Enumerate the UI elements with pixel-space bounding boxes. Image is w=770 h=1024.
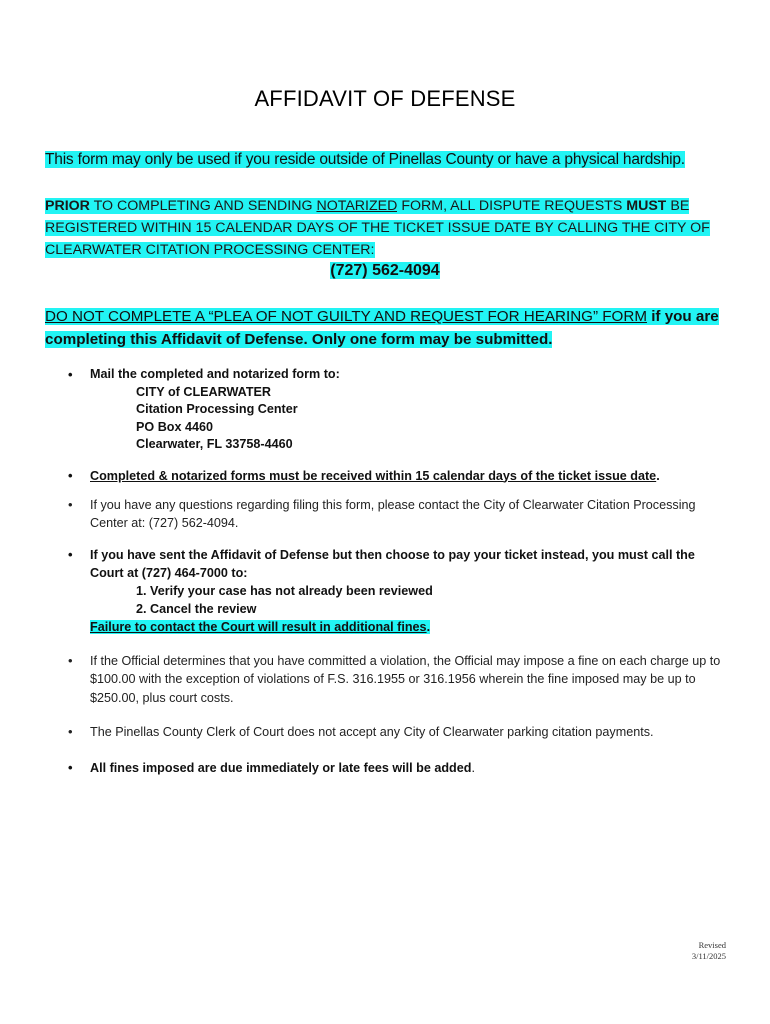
- citation-phone: [0, 262, 770, 280]
- list-item-questions: [68, 496, 728, 533]
- prior-text-1: TO COMPLETING AND SENDING: [89, 198, 317, 214]
- revision-note: [692, 940, 726, 962]
- prior-notice: [45, 195, 735, 261]
- hardship-notice: [45, 151, 735, 169]
- bullet-icon: •: [68, 759, 73, 775]
- list-item-mail: [68, 366, 728, 454]
- bullet-icon: •: [68, 652, 73, 668]
- citation-phone-number: (727) 562-4094: [330, 262, 440, 279]
- list-item-official: [68, 652, 728, 708]
- failure-warning: Failure to contact the Court will result in additional fines: [90, 619, 427, 634]
- bullet-icon: •: [68, 724, 73, 739]
- court-steps: [90, 582, 728, 618]
- court-step: 1. Verify your case has not already been reviewed: [136, 583, 433, 598]
- do-not-complete-text: DO NOT COMPLETE A “PLEA OF NOT GUILTY AND REQUEST FOR HEARING” FORM: [45, 308, 647, 325]
- bullet-icon: •: [68, 467, 73, 483]
- prior-text-3: BE REGISTERED WITHIN 15 CALENDAR DAYS OF THE TICKET ISSUE DATE BY CALLING THE CITY OF CLEARWATER CITATION PROCESSING CENTER:: [45, 198, 710, 258]
- list-item-fines: [68, 759, 728, 777]
- fines-text: All fines imposed are due immediately or late fees will be added: [90, 760, 472, 775]
- mailing-address: [90, 384, 728, 454]
- page-title: AFFIDAVIT OF DEFENSE: [254, 86, 516, 111]
- must-word: MUST: [626, 198, 667, 214]
- address-line: PO Box 4460: [136, 419, 214, 434]
- official-text: If the Official determines that you have committed a violation, the Official may impose a fine on each charge up to $100.00 with the exception of violations of F.S. 316.1955 or 316.1956 wherein the fine imposed may be up to $250.00, plus court costs.: [90, 653, 721, 705]
- list-item-clerk: [68, 723, 728, 742]
- clerk-text: The Pinellas County Clerk of Court does not accept any City of Clearwater parking citation payments.: [90, 725, 654, 739]
- list-item-pay-instead: [68, 546, 728, 636]
- do-not-complete-notice: [45, 305, 735, 351]
- deadline-text: Completed & notarized forms must be received within 15 calendar days of the ticket issue date: [90, 468, 657, 483]
- deadline-period: .: [656, 468, 660, 483]
- bullet-icon: •: [68, 496, 73, 512]
- revised-date: 3/11/2025: [691, 951, 726, 961]
- list-item-deadline: [68, 467, 728, 485]
- only-one-form-text: if you are completing this Affidavit of Defense. Only one form may be submitted.: [45, 308, 719, 348]
- bullet-icon: •: [68, 546, 73, 562]
- court-step: 2. Cancel the review: [136, 601, 257, 616]
- notarized-word: NOTARIZED: [316, 198, 398, 214]
- revised-label: Revised: [698, 940, 726, 950]
- address-line: CITY of CLEARWATER: [136, 384, 272, 399]
- address-line: Clearwater, FL 33758-4460: [136, 437, 293, 451]
- fines-period: .: [471, 760, 475, 775]
- failure-period: .: [426, 619, 431, 634]
- pay-intro: If you have sent the Affidavit of Defense but then choose to pay your ticket instead, you must call the Court at (727) 464-7000 to:: [90, 547, 695, 580]
- prior-text-2: FORM, ALL DISPUTE REQUESTS: [397, 198, 627, 214]
- address-line: Citation Processing Center: [136, 402, 298, 416]
- bullet-icon: •: [68, 367, 73, 382]
- prior-word: PRIOR: [45, 198, 90, 214]
- instruction-list: [68, 366, 728, 777]
- mail-intro: Mail the completed and notarized form to:: [90, 367, 340, 381]
- questions-text: If you have any questions regarding filing this form, please contact the City of Clearwater Citation Processing Center at: (727) 562-4094.: [90, 497, 696, 530]
- hardship-text: This form may only be used if you reside outside of Pinellas County or have a physical hardship.: [45, 151, 685, 168]
